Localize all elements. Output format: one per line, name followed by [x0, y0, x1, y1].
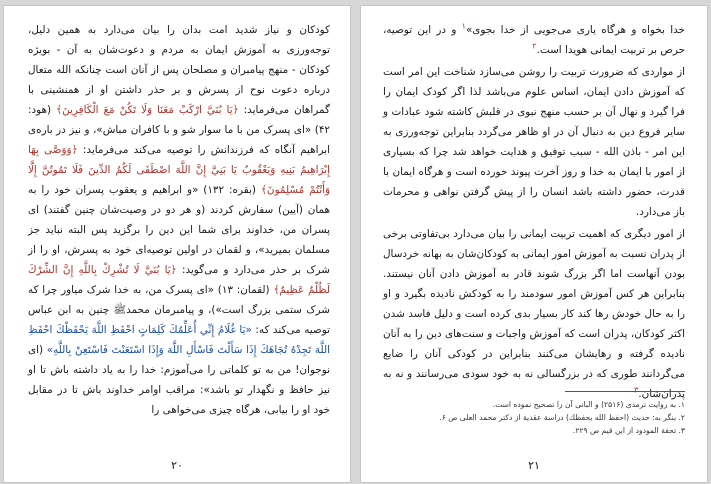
right-page-body — [383, 20, 685, 406]
footnotes — [383, 398, 685, 437]
right-paragraph-1 — [383, 20, 685, 60]
hadith-text: «يَا غُلَامُ إِنِّي أُعَلِّمُكَ كَلِمَاتٍ احْفَظِ اللَّهَ يَحْفَظْكَ احْفَظِ اللَّهَ تَجِدْهُ تُجَاهَكَ إِذَا سَأَلْتَ فَاسْأَلِ اللَّهَ وَإِذَا اسْتَعَنْتَ فَاسْتَعِنْ بِاللَّهِ» — [28, 324, 330, 356]
page-number: ۲۰ — [171, 459, 183, 472]
left-page-body — [28, 20, 330, 422]
text-span: (بقره: ۱۳۲) «و ابراهیم و یعقوب پسران خود را به همان (آیین) سفارش کردند (و هر دو در وصیت‌شان چنین گفتند) ای پسران من، خداوند برای شما این دین را برگزید پس البته نباید جز مسلمان بمیرید»، و لقمان در اولین توصیه‌ای خود به پسرش، او را از شرک بر حذر می‌دارد و می‌گوید: — [28, 184, 330, 276]
text-span: از امور دیگری که اهمیت تربیت ایمانی را بیان می‌دارد بی‌تفاوتی برخی از پدران نسبت به آموزش امور ایمانی به کودکان‌شان به بهانه خردسال بودن آنهاست اما اگر بزرگ شوند قادر به آموزش دادن آنان نیستند. بنابراین هر کس آموزش امور سودمند را به کودکش نادیده بگیرد و او را به حال خودش رها کند کار بسیار بدی کرده است و دلیل فاسد شدن اکثر کودکان، پدران است که آموزش واجبات و سنت‌های دین را به آنان نادیده گرفته و رهایشان می‌کنند بنابراین در کودکی آنان را ضایع می‌گردانند طوری که در بزرگسالی نه به خود سودی می‌رسانند و نه به پدران‌شان. — [383, 228, 685, 400]
text-span: و در این توصیه، حرص بر تربیت ایمانی هویدا است. — [383, 24, 685, 56]
text-span: خدا بخواه و هرگاه یاری می‌جویی از خدا بجوی» — [465, 24, 685, 36]
text-span: (ای نوجوان! من به تو کلماتی را می‌آموزم: خدا را به یاد داشته باش تا او نیز حافظ و نگهدار تو باشد»: مراقب اوامر خداوند باش تا در مقابل خود او را بیابی، هرگاه چیزی می‌خواهی را — [28, 344, 330, 416]
footnote-ref[interactable]: ۳ — [634, 385, 639, 395]
right-page — [361, 6, 707, 482]
quran-verse: ﴿وَوَصَّى بِهَا إِبْرَاهِيمُ بَنِيهِ وَيَعْقُوبُ يَا بَنِيَّ إِنَّ اللَّهَ اصْطَفَى لَكُمُ الدِّينَ فَلَا تَمُوتُنَّ إِلَّا وَأَنْتُمْ مُسْلِمُونَ﴾ — [28, 144, 330, 196]
footnote-ref[interactable]: ۲ — [532, 41, 537, 51]
quran-verse: ﴿يَا بُنَيَّ ارْكَبْ مَعَنَا وَلَا تَكُنْ مَعَ الْكَافِرِينَ﴾ — [56, 104, 239, 116]
text-span: کودکان و نیاز شدید امت بدان را بیان می‌دارد به همین دلیل، توجه‌ورزی به آموزش ایمان به مردم و دعوت‌شان به آن - بویژه کودکان - منهج پیامبران و مصلحان پس از آنان است چنانکه الله متعال درباره دعوت نوح از پسرش و بر حذر داشتن او از همنشینی با گمراهان می‌فرماید: — [28, 24, 330, 116]
left-page — [4, 6, 350, 482]
page-number: ۲۱ — [528, 459, 540, 472]
footnote-divider — [565, 391, 685, 392]
footnote: ۳. تحفة المودود از ابن قیم ص ۲۲۹. — [572, 426, 685, 435]
text-span: (هود: ۴۲) «ای پسرک من با ما سوار شو و با کافران مباش»، و نیز در باره‌ی ابراهیم آنگاه که فرزندانش را توصیه می‌کند می‌فرماید: — [28, 104, 330, 156]
right-paragraph-3 — [383, 224, 685, 404]
footnote: ۱. به روایت ترمذی (۲۵۱۶) و البانی آن را تصحیح نموده است. — [492, 400, 685, 409]
footnote: ۲. بنگر به: حدیث (احفظ الله یحفظك) دراسة عقدیة از دکتر محمد العلی ص ۶. — [439, 413, 685, 422]
footnote-ref[interactable]: ۱ — [461, 21, 466, 31]
quran-verse: ﴿يَا بُنَيَّ لَا تُشْرِكْ بِاللَّهِ إِنَّ الشِّرْكَ لَظُلْمٌ عَظِيمٌ﴾ — [28, 264, 331, 296]
text-span: (لقمان: ۱۳) «ای پسرک من، به خدا شرک میاور چرا که شرک ستمی بزرگ است»)، و پیامبرمان محمدﷺ چنین به ابن عباس توصیه می‌کند که: — [28, 284, 330, 336]
right-paragraph-2: از مواردی که ضرورت تربیت را روشن می‌سازد شناخت این امر است که آموزش دادن ایمان، اساس علوم می‌باشد لذا اگر کودک ایمان را فرا گیرد و نهال آن بر حسب منهج نبوی در قلبش کاشته شود عبادات و سایر فروع دین به دنبال آن در او ظاهر می‌گردد بنابراین توجه‌ورزی به این امر - باذن الله - سبب توفیق و هدایت خواهد شد چرا که بسیاری از امور با ایمان به خدا و روز آخرت پیوند خورده است و هرگاه ایمان با قدرت، حضور داشته باشد انسان را از پیش گرفتن نواهی و محرمات باز می‌دارد. — [383, 66, 685, 218]
left-paragraph — [28, 20, 330, 420]
